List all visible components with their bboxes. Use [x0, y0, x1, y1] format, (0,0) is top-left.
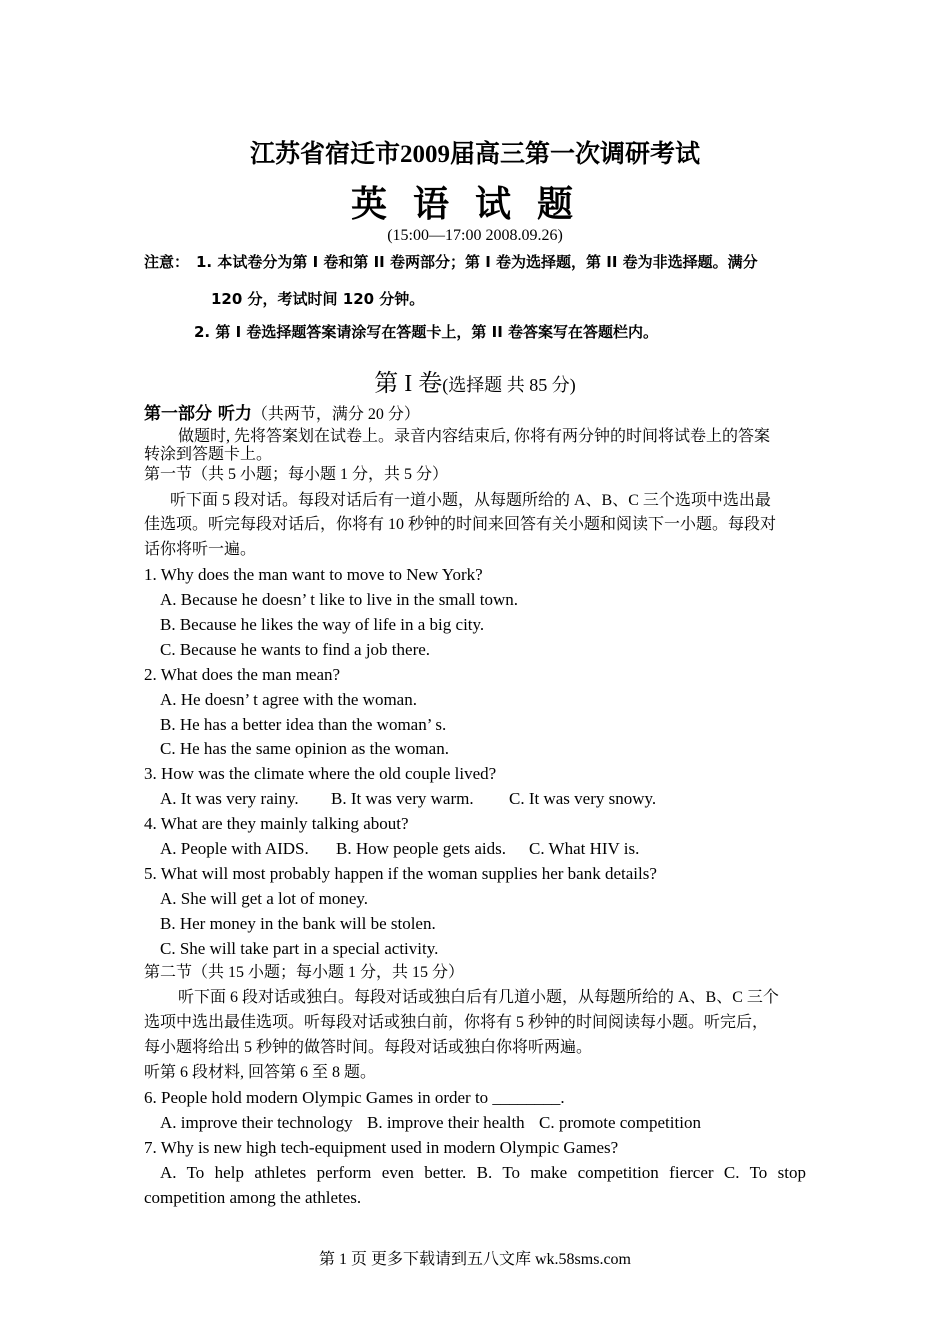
part1-note: （共两节，满分 20 分） [251, 406, 420, 423]
q5-option-b: B. Her money in the bank will be stolen. [160, 914, 436, 933]
q5-option-c: C. She will take part in a special activity. [160, 939, 439, 958]
note-1-line-2: 120 分，考试时间 120 分钟。 [211, 290, 425, 308]
q6-option-c: C. promote competition [539, 1113, 701, 1132]
section2-intro-line-1: 听下面 6 段对话或独白。每段对话或独白后有几道小题，从每题所给的 A、B、C 三个 [178, 989, 779, 1006]
q3-option-b: B. It was very warm. [331, 789, 474, 808]
question-1: 1. Why does the man want to move to New York? [144, 565, 483, 584]
q1-option-a: A. Because he doesn’ t like to live in the small town. [160, 590, 519, 609]
section2-heading: 第二节（共 15 小题；每小题 1 分，共 15 分） [144, 964, 465, 981]
question-7: 7. Why is new high tech-equipment used in modern Olympic Games? [144, 1138, 619, 1157]
part1-title: 第一部分 听力 [144, 404, 252, 424]
section1-intro-line-1: 听下面 5 段对话。每段对话后有一道小题，从每题所给的 A、B、C 三个选项中选出最 [170, 492, 771, 509]
section1-intro-line-3: 话你将听一遍。 [144, 541, 257, 558]
q6-option-b: B. improve their health [367, 1113, 525, 1132]
note-2: 2. 第 I 卷选择题答案请涂写在答题卡上，第 II 卷答案写在答题栏内。 [194, 323, 658, 341]
q2-option-b: B. He has a better idea than the woman’ s. [160, 715, 447, 734]
question-4: 4. What are they mainly talking about? [144, 814, 409, 833]
q7-options-line-2: competition among the athletes. [144, 1188, 362, 1207]
q3-option-c: C. It was very snowy. [509, 789, 657, 808]
page-footer: 第 1 页 更多下载请到五八文库 wk.58sms.com [318, 1251, 631, 1268]
q4-option-c: C. What HIV is. [529, 839, 640, 858]
question-2: 2. What does the man mean? [144, 665, 341, 684]
notes-label: 注意： [144, 253, 190, 271]
q3-option-a: A. It was very rainy. [160, 789, 299, 808]
material-6-instruction: 听第 6 段材料, 回答第 6 至 8 题。 [144, 1064, 377, 1081]
q5-option-a: A. She will get a lot of money. [160, 889, 369, 908]
section1-intro-line-2: 佳选项。听完每段对话后，你将有 10 秒钟的时间来回答有关小题和阅读下一小题。每段对 [144, 516, 777, 533]
note-1-line-1: 1. 本试卷分为第 I 卷和第 II 卷两部分；第 I 卷为选择题，第 II 卷为非选择题。满分 [196, 253, 758, 271]
q2-option-a: A. He doesn’ t agree with the woman. [160, 690, 417, 709]
q6-option-a: A. improve their technology [160, 1113, 353, 1132]
q1-option-c: C. Because he wants to find a job there. [160, 640, 431, 659]
question-3: 3. How was the climate where the old couple lived? [144, 764, 497, 783]
exam-title: 江苏省宿迁市2009届高三第一次调研考试 [249, 141, 700, 168]
part1-intro-line-2: 转涂到答题卡上。 [144, 446, 273, 463]
section2-intro-line-3: 每小题将给出 5 秒钟的做答时间。每段对话或独白你将听两遍。 [144, 1039, 593, 1056]
q1-option-b: B. Because he likes the way of life in a big city. [160, 615, 485, 634]
section2-intro-line-2: 选项中选出最佳选项。听每段对话或独白前，你将有 5 秒钟的时间阅读每小题。听完后， [144, 1014, 769, 1031]
q7-options-line-1: A. To help athletes perform even better. B. To make competition fiercer C. To stop [160, 1163, 806, 1182]
question-5: 5. What will most probably happen if the woman supplies her bank details? [144, 864, 657, 883]
part1-heading [144, 403, 420, 426]
section1-heading: 第一节（共 5 小题；每小题 1 分，共 5 分） [144, 466, 449, 483]
subject-title: 英语试题 [350, 184, 599, 224]
part1-intro-line-1: 做题时, 先将答案划在试卷上。录音内容结束后, 你将有两分钟的时间将试卷上的答案 [178, 428, 771, 445]
volume-title: 第 I 卷 [374, 371, 443, 397]
q4-option-b: B. How people gets aids. [336, 839, 506, 858]
q4-option-a: A. People with AIDS. [160, 839, 309, 858]
exam-time: (15:00—17:00 2008.09.26) [387, 227, 563, 244]
q2-option-c: C. He has the same opinion as the woman. [160, 739, 449, 758]
volume-subtitle: (选择题 共 85 分) [442, 375, 576, 395]
volume-heading [0, 363, 950, 398]
question-6: 6. People hold modern Olympic Games in order to ________. [144, 1088, 565, 1107]
